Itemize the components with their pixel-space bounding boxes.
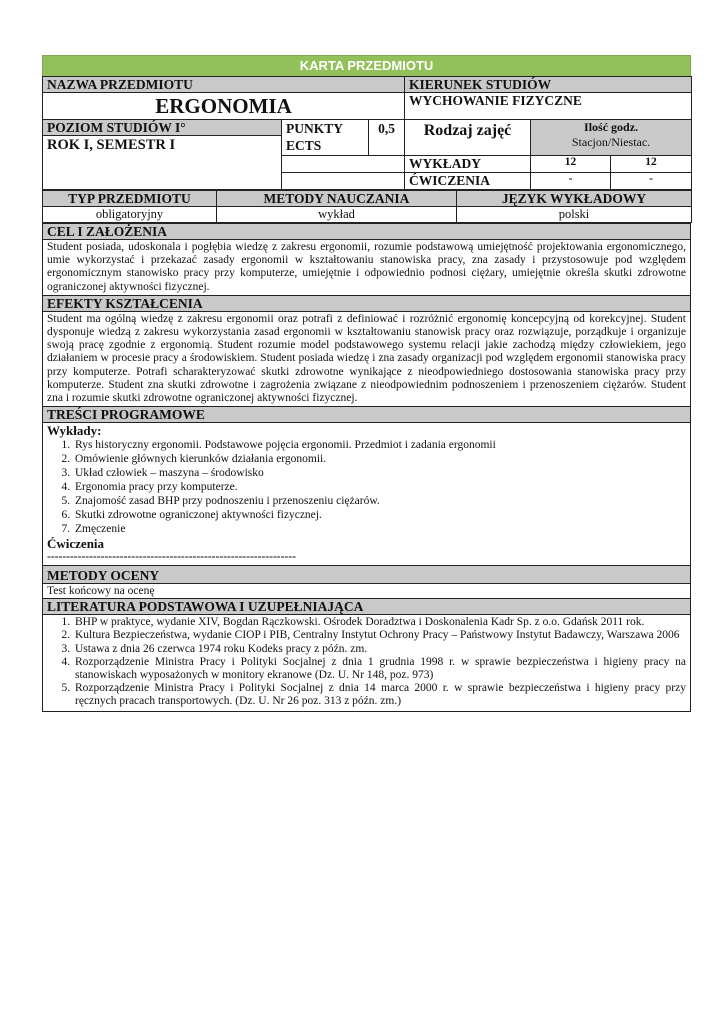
- list-item: 3. Ustawa z dnia 26 czerwca 1974 roku Kodeks pracy z późn. zm.: [73, 643, 686, 656]
- empty-cell: [282, 156, 405, 173]
- ects-label: PUNKTY ECTS: [282, 120, 369, 156]
- sections-table: [42, 223, 691, 712]
- list-item: 1. Rys historyczny ergonomii. Podstawowe pojęcia ergonomii. Przedmiot i zadania ergonomii: [73, 438, 686, 452]
- lectures-niestac: 12: [611, 156, 692, 173]
- ects-value: 0,5: [369, 120, 405, 156]
- goals-label: CEL I ZAŁOŻENIA: [43, 224, 691, 240]
- empty-cell: [282, 173, 405, 190]
- direction-value: WYCHOWANIE FIZYCZNE: [405, 93, 692, 120]
- literature-content: [43, 615, 691, 711]
- methods-label: METODY NAUCZANIA: [217, 191, 457, 207]
- exercises-heading: Ćwiczenia: [47, 536, 105, 552]
- exercises-label: ĆWICZENIA: [405, 173, 531, 190]
- year-semester: ROK I, SEMESTR I: [43, 136, 282, 190]
- language-label: JĘZYK WYKŁADOWY: [457, 191, 692, 207]
- program-content: [43, 423, 691, 566]
- goals-text: Student posiada, udoskonala i pogłębia wiedzę z zakresu ergonomii, rozumie podstawową umiejętność projektowania ergonomicznego, umie wykorzystać i przekazać zasady ergonomii w kształtowaniu stanowiska pracy, zna zasady i przystosowuje pod względem ergonomicznym stanowisko pracy przy komputerze, umiejętnie i odpowiednio podnosi ciężary, umiejętnie określa skutki zdrowotne ograniczonej aktywności fizycznej.: [43, 240, 691, 296]
- card-banner: KARTA PRZEDMIOTU: [42, 55, 691, 76]
- level-label: POZIOM STUDIÓW I°: [43, 120, 282, 136]
- hours-sub: Stacjon/Niestac.: [571, 135, 651, 149]
- course-name: ERGONOMIA: [43, 93, 405, 120]
- list-item: 7. Zmęczenie: [73, 522, 686, 536]
- list-item: 1. BHP w praktyce, wydanie XIV, Bogdan Rączkowski. Ośrodek Doradztwa i Doskonalenia Kadr Sp. z o.o. Gdańsk 2011 rok.: [73, 616, 686, 629]
- list-item: 4. Ergonomia pracy przy komputerze.: [73, 480, 686, 494]
- lectures-stac: 12: [531, 156, 611, 173]
- meta-table: [42, 190, 692, 223]
- list-item: 3. Układ człowiek – maszyna – środowisko: [73, 466, 686, 480]
- list-item: 5. Znajomość zasad BHP przy podnoszeniu i przenoszeniu ciężarów.: [73, 494, 686, 508]
- list-item: 4. Rozporządzenie Ministra Pracy i Polityki Socjalnej z dnia 1 grudnia 1998 r. w sprawie bezpieczeństwa i higieny pracy na stanowiskach wyposażonych w monitory ekranowe (Dz. U. Nr 148, poz. 973): [73, 656, 686, 682]
- course-name-label: NAZWA PRZEDMIOTU: [43, 77, 405, 93]
- outcomes-label: EFEKTY KSZTAŁCENIA: [43, 295, 691, 311]
- lectures-list: [47, 438, 686, 536]
- list-item: 2. Omówienie głównych kierunków działania ergonomii.: [73, 452, 686, 466]
- literature-label: LITERATURA PODSTAWOWA I UZUPEŁNIAJĄCA: [43, 599, 691, 615]
- outcomes-text: Student ma ogólną wiedzę z zakresu ergonomii oraz potrafi z definiować i rozróżnić ergonomię koncepcyjną od korekcyjnej. Student dysponuje wiedzą z zakresu wykorzystania zasad ergonomii w kształtowaniu stanowisk pracy oraz rozwiązuje, porządkuje i organizuje swoją pracę zgodnie z ergonomią. Student rozumie model podstawowego systemu relacji jakie zachodzą między człowiekiem, jego działaniem w procesie pracy a środowiskiem. Student posiada wiedzę i zna zasady organizacji pod względem ergonomii stanowiska pracy przy komputerze. Potrafi scharakteryzować skutki zdrowotne wynikające z nieodpowiedniego dostosowania stanowiska pracy przy komputerze. Student zna skutki zdrowotne i zagrożenia związane z nieodpowiednim podnoszeniem i przenoszeniem ciężarów. Student zna i rozumie skutki zdrowotne ograniczonej aktywności fizycznej.: [43, 311, 691, 406]
- class-type-label: Rodzaj zajęć: [405, 120, 531, 156]
- direction-label: KIERUNEK STUDIÓW: [405, 77, 692, 93]
- assessment-text: Test końcowy na ocenę: [43, 584, 691, 599]
- type-value: obligatoryjny: [43, 207, 217, 223]
- hours-header: [531, 120, 692, 156]
- list-item: 6. Skutki zdrowotne ograniczonej aktywności fizycznej.: [73, 508, 686, 522]
- type-label: TYP PRZEDMIOTU: [43, 191, 217, 207]
- hours-label: Ilość godz.: [584, 120, 639, 134]
- course-info-table: [42, 76, 692, 190]
- assessment-label: METODY OCENY: [43, 566, 691, 584]
- list-item: 2. Kultura Bezpieczeństwa, wydanie CIOP i PIB, Centralny Instytut Ochrony Pracy – Państwowy Instytut Badawczy, Warszawa 2006: [73, 629, 686, 642]
- lectures-heading: Wykłady:: [47, 423, 102, 439]
- program-label: TREŚCI PROGRAMOWE: [43, 407, 691, 423]
- list-item: 5. Rozporządzenie Ministra Pracy i Polityki Socjalnej z dnia 14 marca 2000 r. w sprawie bezpieczeństwa i higieny pracy przy ręcznych pracach transportowych. (Dz. U. Nr 26 poz. 313 z późn. zm.): [73, 682, 686, 708]
- methods-value: wykład: [217, 207, 457, 223]
- exercises-stac: -: [531, 173, 611, 190]
- language-value: polski: [457, 207, 692, 223]
- exercises-niestac: -: [611, 173, 692, 190]
- course-card: [42, 55, 691, 712]
- literature-list: [47, 616, 686, 708]
- lectures-label: WYKŁADY: [405, 156, 531, 173]
- exercises-line: -----------------------------------------------------------------: [47, 551, 296, 564]
